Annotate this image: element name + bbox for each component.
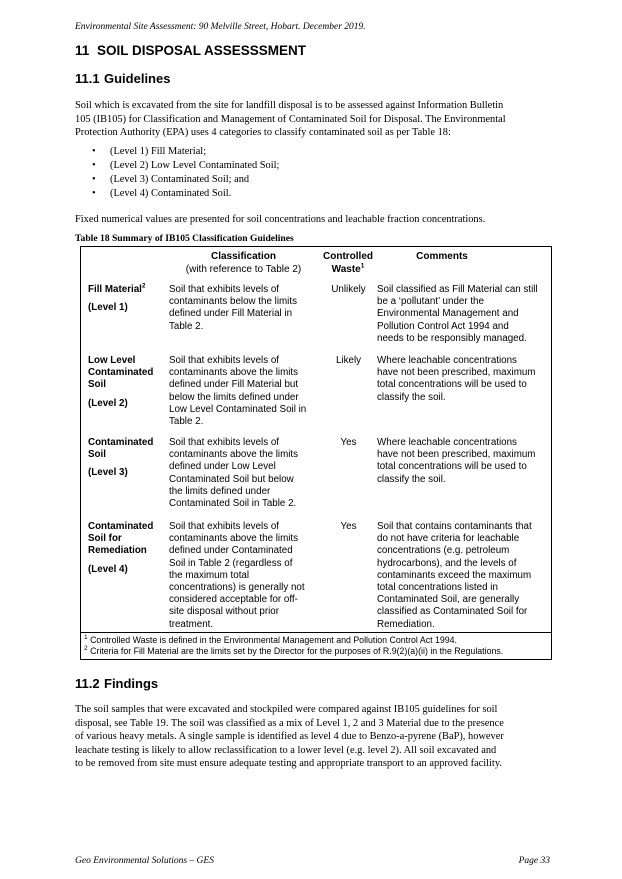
footnote-1: $^1$ Controlled Waste is defined in the Environmental Management and Pollution Control Act 1994. [84,634,457,645]
findings-line: of various heavy metals. A single sample is identified as level 4 due to Benzo-a-pyrene (BaP), however [75,731,504,742]
findings-number: 11.2 [75,676,100,691]
page-number: Page 33 [518,856,550,866]
controlled-contaminated: Yes [340,437,357,448]
controlled-fill-material: Unlikely [331,284,366,295]
classification-fill-material: Soil that exhibits levels of contaminants below the limits defined under Fill Material in Table 2. [169,284,297,332]
intro-line: Protection Authority (EPA) uses 4 categories to classify contaminated soil as per Table 18: [75,127,451,138]
section-number: 11 [75,43,90,58]
footnote-mark: 2 [141,282,146,290]
findings-line: The soil samples that were excavated and stockpiled were compared against IB105 guidelines for soil [75,704,498,715]
header-comments: Comments [416,251,468,262]
findings-line: disposal, see Table 19. The soil was classified as a mix of Level 1, 2 and 3 Material due to the presence [75,717,504,729]
classification-remediation: Soil that exhibits levels of contaminants above the limits defined under Contaminated Soil in Table 2 (regardless of the maximum total concentrations) is generally not considered acceptable for off- site disposal without prior treatment. [169,521,305,630]
footnote-2: $^2$ Criteria for Fill Material are the limits set by the Director for the purposes of R.9(2)(a)(ii) in the Regulations. [84,645,504,656]
list-item: • (Level 1) Fill Material; [92,145,279,159]
findings-line: to be removed from site must ensure adequate testing and appropriate transport to an approved facility. [75,758,502,769]
header-controlled-waste: Controlled Waste$^1$ [323,251,373,275]
guidelines-heading [75,71,170,86]
section-title: SOIL DISPOSAL ASSESSSMENT [97,43,307,58]
classification-low-level: Soil that exhibits levels of contaminants above the limits defined under Fill Material but below the limits defined under Low Level Contaminated Soil in Table 2. [169,355,307,428]
row-label-contaminated: Contaminated Soil (Level 3) [88,437,160,480]
intro-line: Soil which is excavated from the site for landfill disposal is to be assessed against Information Bulletin [75,100,504,111]
controlled-remediation: Yes [340,521,357,532]
findings-heading [75,676,158,691]
classification-contaminated: Soil that exhibits levels of contaminants above the limits defined under Low Level Contaminated Soil but below the limits defined under Contaminated Soil in Table 2. [169,437,299,510]
guidelines-title: Guidelines [104,71,171,86]
guidelines-intro [75,99,553,140]
footnote-mark: 1 [360,262,365,270]
footer-organisation: Geo Environmental Solutions – GES [75,856,214,866]
findings-line: leachate testing is likely to allow reclassification to a lower level (e.g. level 2). All soil excavated and [75,744,497,756]
table-caption: Table 18 Summary of IB105 Classification Guidelines [75,233,294,244]
intro-line: 105 (IB105) for Classification and Management of Contaminated Soil for Disposal. The Environmental [75,113,506,125]
comments-fill-material: Soil classified as Fill Material can still be a ‘pollutant’ under the Environmental Management and Pollution Control Act 1994 and needs to be responsibly managed. [377,284,538,344]
list-item: • (Level 4) Contaminated Soil. [92,187,279,201]
level-label: (Level 2) [88,397,128,409]
list-item: • (Level 3) Contaminated Soil; and [92,173,279,187]
row-label-fill-material: Fill Material$^2$ (Level 1) [88,284,160,314]
classification-table [80,246,552,660]
comments-contaminated: Where leachable concentrations have not been prescribed, maximum total concentrations will be used to classify the soil. [377,437,536,485]
comments-remediation: Soil that contains contaminants that do not have criteria for leachable concentrations (e.g. petroleum hydrocarbons), and the levels of contaminants exceed the maximum total concentrations listed in Contaminated Soil, are generally classified as Contaminated Soil for Remediation. [377,521,532,630]
list-item: • (Level 2) Low Level Contaminated Soil; [92,159,279,173]
level-label: (Level 1) [88,302,128,314]
section-heading [75,43,306,58]
category-list [92,145,279,201]
level-label: (Level 4) [88,563,128,575]
findings-text [75,703,553,771]
header-classification: Classification (with reference to Table 2) [185,251,302,275]
level-label: (Level 3) [88,467,128,479]
findings-title: Findings [104,676,159,691]
row-label-remediation: Contaminated Soil for Remediation (Level 4) [88,521,160,576]
footnote-divider [81,632,551,633]
controlled-low-level: Likely [335,355,362,366]
comments-low-level: Where leachable concentrations have not been prescribed, maximum total concentrations will be used to classify the soil. [377,355,536,403]
row-label-low-level: Low Level Contaminated Soil (Level 2) [88,355,160,410]
fixed-values-text: Fixed numerical values are presented for soil concentrations and leachable fraction concentrations. [75,214,486,225]
guidelines-number: 11.1 [75,71,100,86]
running-header: Environmental Site Assessment: 90 Melville Street, Hobart. December 2019. [75,22,366,32]
